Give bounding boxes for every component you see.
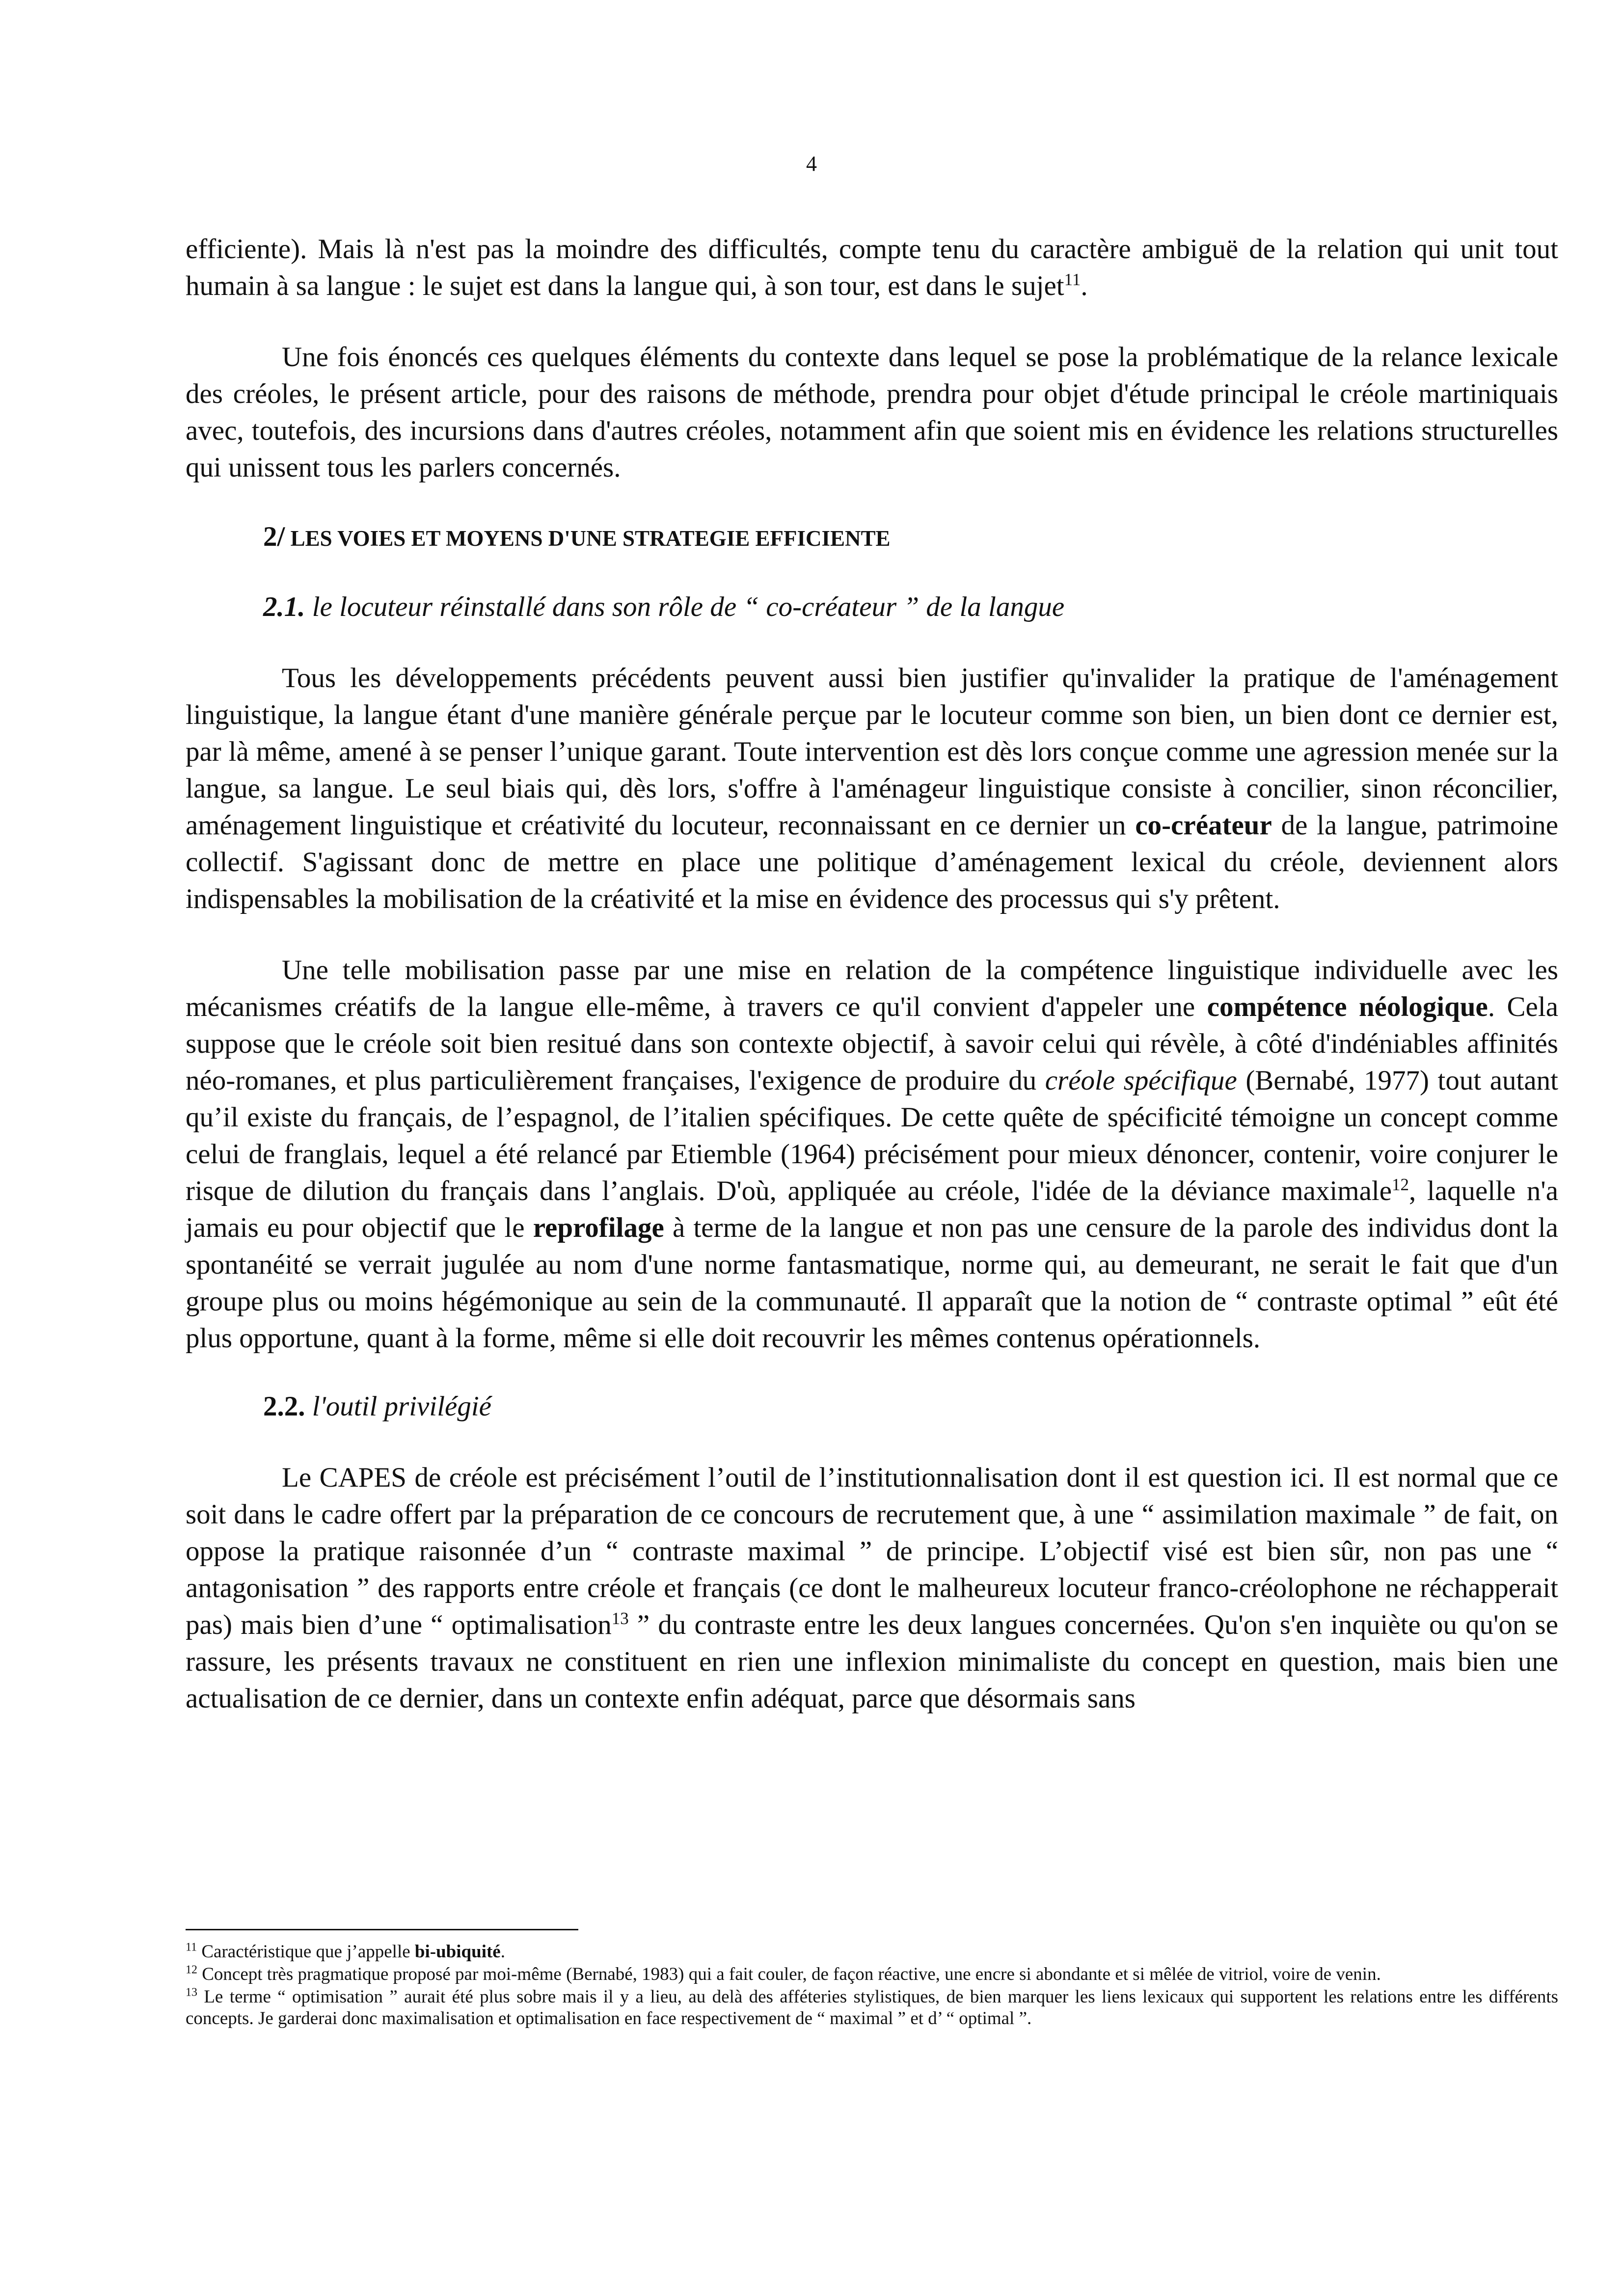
paragraph-text: Tous les développements précédents peuvent aussi bien justifier qu'invalider la pratique de l'aménagement linguistique, la langue étant d'une manière générale perçue par le locuteur comme son bien, un bien dont ce dernier est, par là même, amené à se penser l’unique garant. Toute intervention est dès lors conçue comme une agression menée sur la langue, sa langue. Le seul biais qui, dès lors, s'offre à l'aménageur linguistique consiste à concilier, sinon réconcilier, aménagement linguistique et créativité du locuteur, reconnaissant en ce dernier un (186, 663, 1558, 841)
paragraph-continuation (186, 231, 1558, 304)
paragraph-text: de la langue, patrimoine collectif. S'agissant donc de mettre en place une politique d’aménagement lexical du créole, deviennent alors indispensables la mobilisation de la créativité et la mise en évidence des processus qui s'y prêtent. (186, 810, 1559, 914)
footnote-text: . (500, 1942, 505, 1962)
subsection-number: 2.1. (263, 591, 305, 622)
subsection-title: l'outil privilégié (312, 1391, 491, 1422)
footnote-number: 11 (186, 1941, 197, 1954)
paragraph-2-1-a (186, 660, 1558, 917)
paragraph-text: à terme de la langue et non pas une censure de la parole des individus dont la spontanéité se verrait jugulée au nom d'une norme fantasmatique, norme qui, au demeurant, ne serait le fait que d'un groupe plus ou moins hégémonique au sein de la communauté. Il apparaît que la notion de “ contraste optimal ” eût été plus opportune, quant à la forme, même si elle doit recouvrir les mêmes contenus opérationnels. (186, 1212, 1558, 1354)
footnote-text: Caractéristique que j’appelle (197, 1942, 415, 1962)
paragraph-text: . Cela suppose que le créole soit bien resitué dans son contexte objectif, à savoir celui qui révèle, à côté d'indéniables affinités néo-romanes, et plus particulièrement françaises, l'exigence de produire du (186, 991, 1558, 1096)
section-number: 2/ (263, 521, 285, 552)
paragraph-text: Une telle mobilisation passe par une mise en relation de la compétence linguistique individuelle avec les mécanismes créatifs de la langue elle-même, à travers ce qu'il convient d'appeler une (186, 955, 1558, 1022)
footnote-ref-12[interactable]: 12 (1392, 1175, 1409, 1194)
footnote-number: 13 (186, 1986, 197, 1999)
bold-term: compétence néologique (1207, 991, 1488, 1022)
footnotes (186, 1929, 1558, 2030)
subsection-heading-2-2 (263, 1388, 1558, 1425)
subsection-heading-2-1 (263, 588, 1558, 625)
italic-term: créole spécifique (1045, 1065, 1237, 1096)
footnote-11 (186, 1941, 1558, 1963)
subsection-number: 2.2. (263, 1391, 305, 1422)
paragraph-text: ” du contraste entre les deux langues concernées. Qu'on s'en inquiète ou qu'on se rassure, les présents travaux ne constituent en rien une inflexion minimaliste du concept en question, mais bien une actualisation de ce dernier, dans un contexte enfin adéquat, parce que désormais sans (186, 1609, 1559, 1714)
paragraph-text: , laquelle n'a jamais eu pour objectif que le (186, 1175, 1558, 1243)
subsection-title: le locuteur réinstallé dans son rôle de “ co-créateur ” de la langue (312, 591, 1065, 622)
bold-term: bi-ubiquité (414, 1942, 501, 1962)
page-number: 4 (806, 152, 817, 176)
section-title: LES VOIES ET MOYENS D'UNE STRATEGIE EFFICIENTE (290, 526, 891, 551)
section-heading-2 (263, 518, 1558, 557)
body-text (186, 231, 1558, 1717)
footnote-13 (186, 1986, 1558, 2029)
paragraph-text: Le CAPES de créole est précisément l’outil de l’institutionnalisation dont il est question ici. Il est normal que ce soit dans le cadre offert par la préparation de ce concours de recrutement que, à une “ assimilation maximale ” de fait, on oppose la pratique raisonnée d’un “ contraste maximal ” de principe. L’objectif visé est bien sûr, non pas une “ antagonisation ” des rapports entre créole et français (ce dont le malheureux locuteur franco-créolophone ne réchapperait pas) mais bien d’une “ optimalisation (186, 1462, 1558, 1640)
footnote-text: Le terme “ optimisation ” aurait été plus sobre mais il y a lieu, au delà des afféteries stylistiques, de bien marquer les liens lexicaux qui supportent les relations entre les différents concepts. Je garderai donc maximalisation et optimalisation en face respectivement de “ maximal ” et d’ “ optimal ”. (186, 1987, 1558, 2029)
footnote-12 (186, 1964, 1558, 1985)
paragraph-intro: Une fois énoncés ces quelques éléments du contexte dans lequel se pose la problématique de la relance lexicale des créoles, le présent article, pour des raisons de méthode, prendra pour objet d'étude principal le créole martiniquais avec, toutefois, des incursions dans d'autres créoles, notamment afin que soient mis en évidence les relations structurelles qui unissent tous les parlers concernés. (186, 342, 1558, 483)
footnote-ref-13[interactable]: 13 (611, 1609, 629, 1628)
paragraph-text: efficiente). Mais là n'est pas la moindre des difficultés, compte tenu du caractère ambiguë de la relation qui unit tout humain à sa langue : le sujet est dans la langue qui, à son tour, est dans le sujet (186, 234, 1558, 301)
footnote-text: Concept très pragmatique proposé par moi-même (Bernabé, 1983) qui a fait couler, de façon réactive, une encre si abondante et si mêlée de vitriol, voire de venin. (197, 1964, 1381, 1984)
footnote-ref-11[interactable]: 11 (1064, 270, 1081, 289)
footnote-divider (186, 1929, 578, 1930)
bold-term: co-créateur (1135, 810, 1272, 841)
paragraph-2-1-b (186, 952, 1558, 1357)
bold-term: reprofilage (533, 1212, 664, 1243)
paragraph-text: (Bernabé, 1977) tout autant qu’il existe du français, de l’espagnol, de l’italien spécifiques. De cette quête de spécificité témoigne un concept comme celui de franglais, lequel a été relancé par Etiemble (1964) précisément pour mieux dénoncer, contenir, voire conjurer le risque de dilution du français dans l’anglais. D'où, appliquée au créole, l'idée de la déviance maximale (186, 1065, 1558, 1206)
paragraph-2-2 (186, 1459, 1558, 1717)
footnote-number: 12 (186, 1963, 197, 1976)
paragraph-text: . (1081, 270, 1088, 301)
